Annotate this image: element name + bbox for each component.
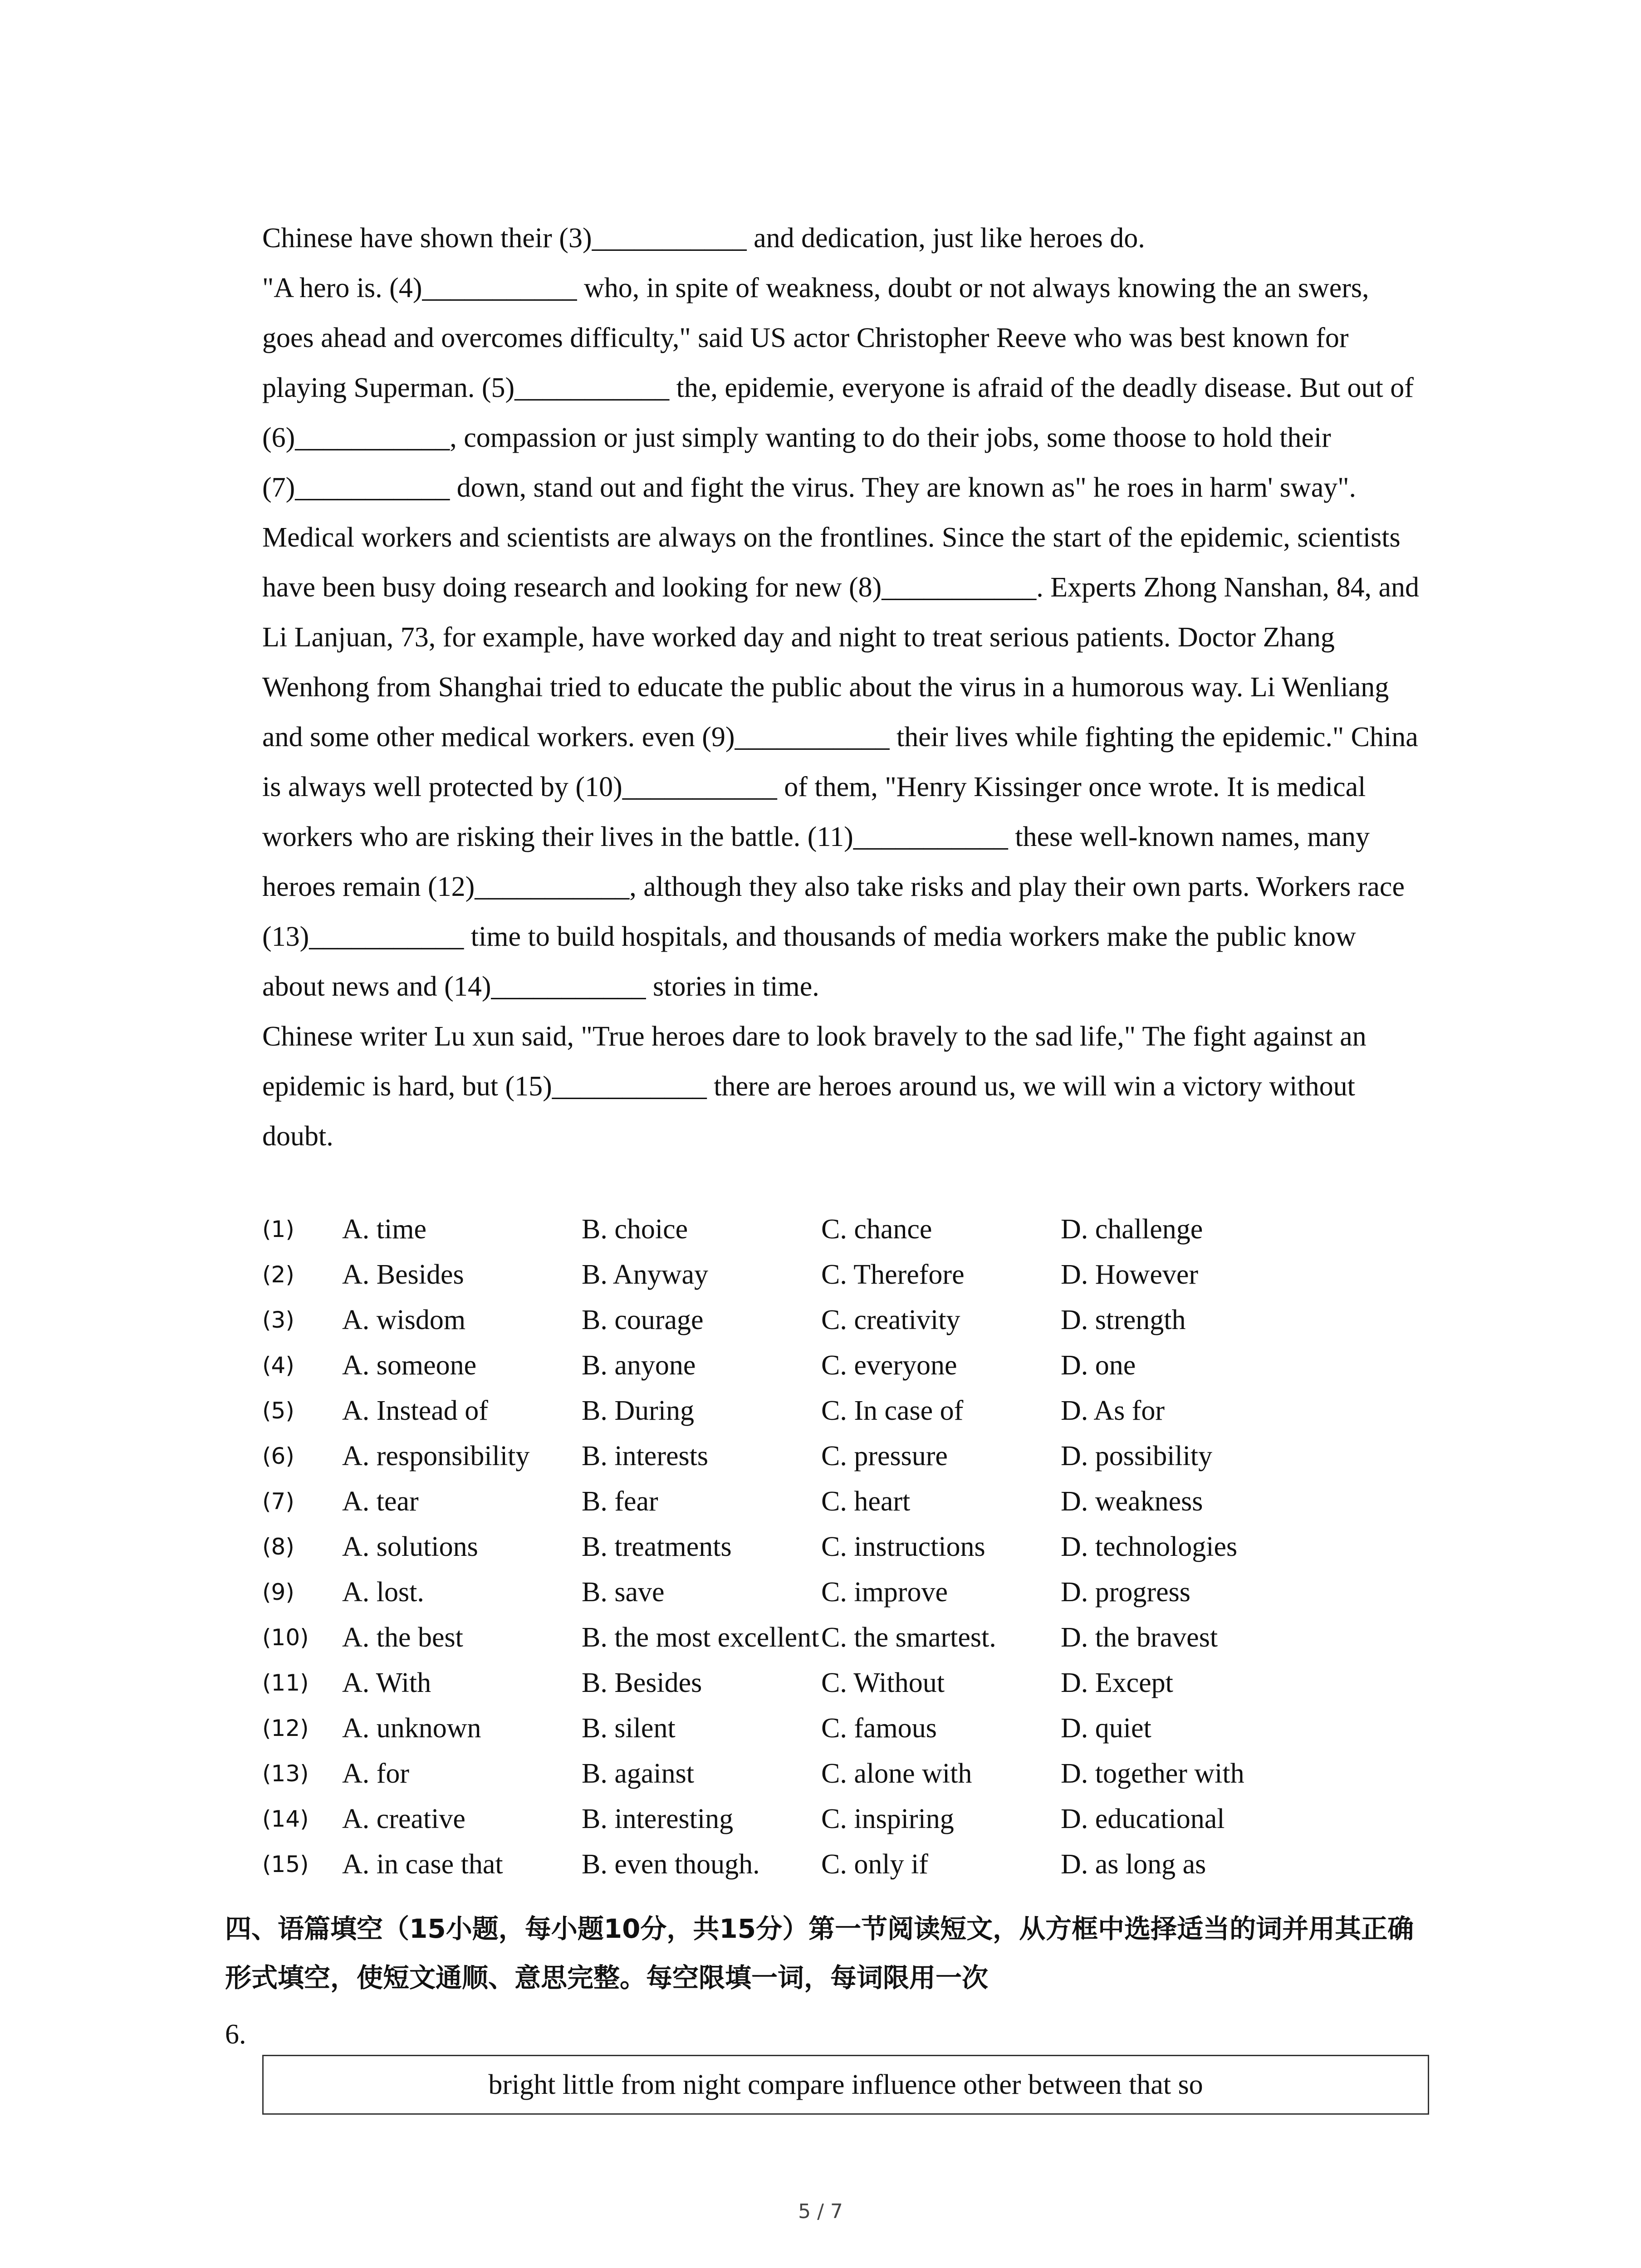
option-row (262, 1302, 1424, 1347)
option-d: D. possibility (1061, 1441, 1213, 1471)
option-c: C. the smartest. (821, 1622, 996, 1653)
option-number: (13) (262, 1760, 309, 1787)
option-d: D. However (1061, 1259, 1199, 1290)
word-bank-box: bright little from night compare influence other between that so (262, 2055, 1429, 2115)
option-row (262, 1755, 1424, 1801)
option-d: D. together with (1061, 1758, 1244, 1789)
option-b: B. choice (582, 1214, 688, 1245)
option-number: (7) (262, 1488, 294, 1515)
option-a: A. unknown (342, 1713, 481, 1744)
question-number: 6. (225, 2019, 246, 2050)
option-a: A. the best (342, 1622, 463, 1653)
option-number: (10) (262, 1624, 309, 1651)
option-a: A. wisdom (342, 1305, 466, 1335)
option-c: C. inspiring (821, 1804, 954, 1834)
option-b: B. against (582, 1758, 694, 1789)
option-b: B. silent (582, 1713, 676, 1744)
option-c: C. instructions (821, 1531, 985, 1562)
option-c: C. famous (821, 1713, 937, 1744)
option-row (262, 1710, 1424, 1755)
option-d: D. quiet (1061, 1713, 1151, 1744)
option-c: C. In case of (821, 1395, 964, 1426)
option-d: D. one (1061, 1350, 1136, 1381)
option-d: D. progress (1061, 1577, 1190, 1608)
option-a: A. in case that (342, 1849, 503, 1880)
option-c: C. pressure (821, 1441, 948, 1471)
option-a: A. Besides (342, 1259, 464, 1290)
option-a: A. lost. (342, 1577, 424, 1608)
answer-options (262, 1211, 1424, 1892)
option-row (262, 1801, 1424, 1846)
option-number: (11) (262, 1670, 309, 1696)
option-row (262, 1347, 1424, 1393)
option-b: B. During (582, 1395, 694, 1426)
option-b: B. courage (582, 1305, 704, 1335)
option-number: (2) (262, 1261, 294, 1288)
option-d: D. educational (1061, 1804, 1225, 1834)
option-d: D. challenge (1061, 1214, 1203, 1245)
option-b: B. save (582, 1577, 665, 1608)
option-row (262, 1256, 1424, 1302)
option-row (262, 1529, 1424, 1574)
option-c: C. heart (821, 1486, 911, 1517)
option-a: A. Instead of (342, 1395, 488, 1426)
option-b: B. Anyway (582, 1259, 708, 1290)
option-c: C. chance (821, 1214, 932, 1245)
option-row (262, 1438, 1424, 1483)
passage-paragraph: Medical workers and scientists are always on the frontlines. Since the start of the epidemic, scientists have been busy doing research and looking for new (8)___________. Experts Zhong Nanshan, 84, and Li Lanjuan, 73, for example, have worked day and night to treat serious patients. Doctor Zhang Wenhong from Shanghai tried to educate the public about the virus in a humorous way. Li Wenliang and some other medical workers. even (9)___________ their lives while fighting the epidemic." China is always well protected by (10)___________ of them, "Henry Kissinger once wrote. It is medical workers who are risking their lives in the battle. (11)___________ these well-known names, many heroes remain (12)___________, although they also take risks and play their own parts. Workers race (13)___________ time to build hospitals, and thousands of media workers make the public know about news and (14)___________ stories in time. (262, 522, 1419, 1002)
option-a: A. responsibility (342, 1441, 530, 1471)
option-number: (4) (262, 1352, 294, 1378)
option-number: (8) (262, 1534, 294, 1560)
option-a: A. for (342, 1758, 410, 1789)
option-number: (15) (262, 1851, 309, 1877)
option-d: D. the bravest (1061, 1622, 1218, 1653)
option-d: D. weakness (1061, 1486, 1203, 1517)
option-a: A. tear (342, 1486, 419, 1517)
option-b: B. anyone (582, 1350, 696, 1381)
option-a: A. time (342, 1214, 426, 1245)
option-d: D. as long as (1061, 1849, 1206, 1880)
option-b: B. even though. (582, 1849, 760, 1880)
option-b: B. Besides (582, 1667, 702, 1698)
option-d: D. technologies (1061, 1531, 1238, 1562)
option-d: D. Except (1061, 1667, 1173, 1698)
option-a: A. solutions (342, 1531, 478, 1562)
option-row (262, 1483, 1424, 1529)
option-d: D. As for (1061, 1395, 1165, 1426)
option-row (262, 1846, 1424, 1892)
option-b: B. interesting (582, 1804, 734, 1834)
option-number: (3) (262, 1307, 294, 1333)
page-number: 5 / 7 (798, 2200, 843, 2223)
passage-paragraph: Chinese writer Lu xun said, "True heroes dare to look bravely to the sad life," The fight against an epidemic is hard, but (15)___________ there are heroes around us, we will win a victory without doubt. (262, 1021, 1367, 1152)
option-c: C. Without (821, 1667, 945, 1698)
option-b: B. fear (582, 1486, 658, 1517)
option-number: (12) (262, 1715, 309, 1741)
option-row (262, 1665, 1424, 1710)
option-c: C. Therefore (821, 1259, 965, 1290)
option-d: D. strength (1061, 1305, 1186, 1335)
option-number: (6) (262, 1443, 294, 1469)
option-a: A. someone (342, 1350, 477, 1381)
option-b: B. interests (582, 1441, 708, 1471)
option-a: A. With (342, 1667, 431, 1698)
option-row (262, 1211, 1424, 1256)
option-row (262, 1393, 1424, 1438)
option-c: C. improve (821, 1577, 948, 1608)
passage-paragraph: "A hero is. (4)___________ who, in spite of weakness, doubt or not always knowing the an swers, goes ahead and overcomes difficulty," said US actor Christopher Reeve who was best known for playing Superman. (5)___________ the, epidemie, everyone is afraid of the deadly disease. But out of (6)___________, compassion or just simply wanting to do their jobs, some thoose to hold their (7)___________ down, stand out and fight the virus. They are known as" he roes in harm' sway". (262, 273, 1414, 503)
option-b: B. the most excellent (582, 1622, 819, 1653)
option-number: (5) (262, 1398, 294, 1424)
option-row (262, 1574, 1424, 1619)
option-number: (9) (262, 1579, 294, 1605)
option-a: A. creative (342, 1804, 465, 1834)
option-number: (1) (262, 1216, 294, 1242)
section-heading: 四、语篇填空（15小题，每小题10分，共15分）第一节阅读短文，从方框中选择适当的词并用其正确形式填空，使短文通顺、意思完整。每空限填一词，每词限用一次 (225, 1913, 1414, 1993)
option-c: C. alone with (821, 1758, 972, 1789)
option-c: C. only if (821, 1849, 928, 1880)
option-row (262, 1619, 1424, 1665)
option-c: C. everyone (821, 1350, 957, 1381)
passage-paragraph: Chinese have shown their (3)___________ and dedication, just like heroes do. (262, 223, 1145, 254)
option-b: B. treatments (582, 1531, 732, 1562)
option-c: C. creativity (821, 1305, 960, 1335)
option-number: (14) (262, 1806, 309, 1832)
cloze-passage (262, 213, 1424, 1161)
